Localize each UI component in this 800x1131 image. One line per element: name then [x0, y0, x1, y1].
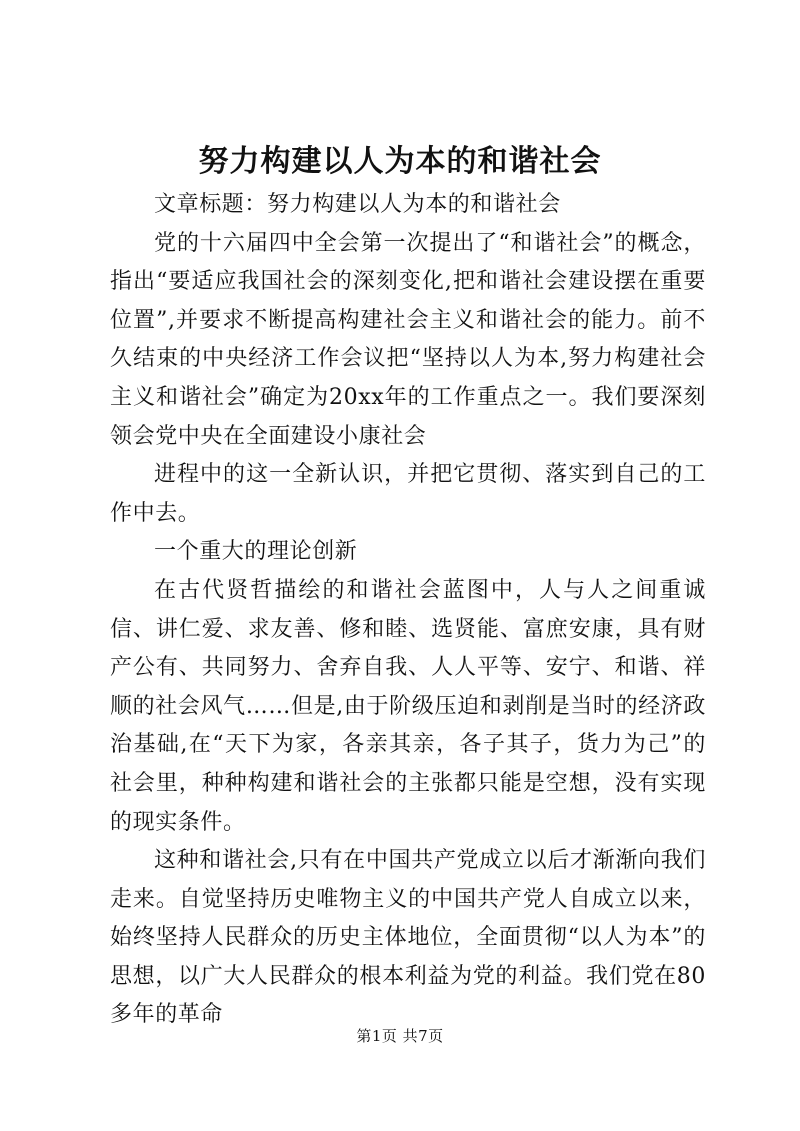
document-title: 努力构建以人为本的和谐社会 [198, 144, 602, 179]
section-heading: 一个重大的理论创新 [154, 539, 358, 565]
paragraph-article-title: 文章标题：努力构建以人为本的和谐社会 [154, 192, 561, 217]
paragraph-continuation: 进程中的这一全新认识，并把它贯彻、落实到自己的工作中去。 [110, 462, 706, 526]
page-number-footer: 第1页 共7页 [356, 1027, 444, 1045]
paragraph-intro: 党的十六届四中全会第一次提出了“和谐社会”的概念，指出“要适应我国社会的深刻变化,把和谐社会建设摆在重要位置”,并要求不断提高构建社会主义和谐社会的能力。前不久结束的中央经济工作会议把“坚持以人为本,努力构建社会主义和谐社会”确定为20xx年的工作重点之一。我们要深刻领会党中央在全面建设小康社会 [110, 230, 706, 449]
paragraph-ancient-harmony: 在古代贤哲描绘的和谐社会蓝图中，人与人之间重诚信、讲仁爱、求友善、修和睦、选贤能、富庶安康，具有财产公有、共同努力、舍弃自我、人人平等、安宁、和谐、祥顺的社会风气……但是,由于阶级压迫和剥削是当时的经济政治基础,在“天下为家，各亲其亲，各子其子，货力为己”的社会里，种种构建和谐社会的主张都只能是空想，没有实现的现实条件。 [110, 577, 706, 835]
paragraph-party-history: 这种和谐社会,只有在中国共产党成立以后才渐渐向我们走来。自觉坚持历史唯物主义的中国共产党人自成立以来，始终坚持人民群众的历史主体地位，全面贯彻“以人为本”的思想，以广大人民群众的根本利益为党的利益。我们党在80多年的革命 [110, 848, 706, 1028]
document-body [110, 186, 706, 1035]
